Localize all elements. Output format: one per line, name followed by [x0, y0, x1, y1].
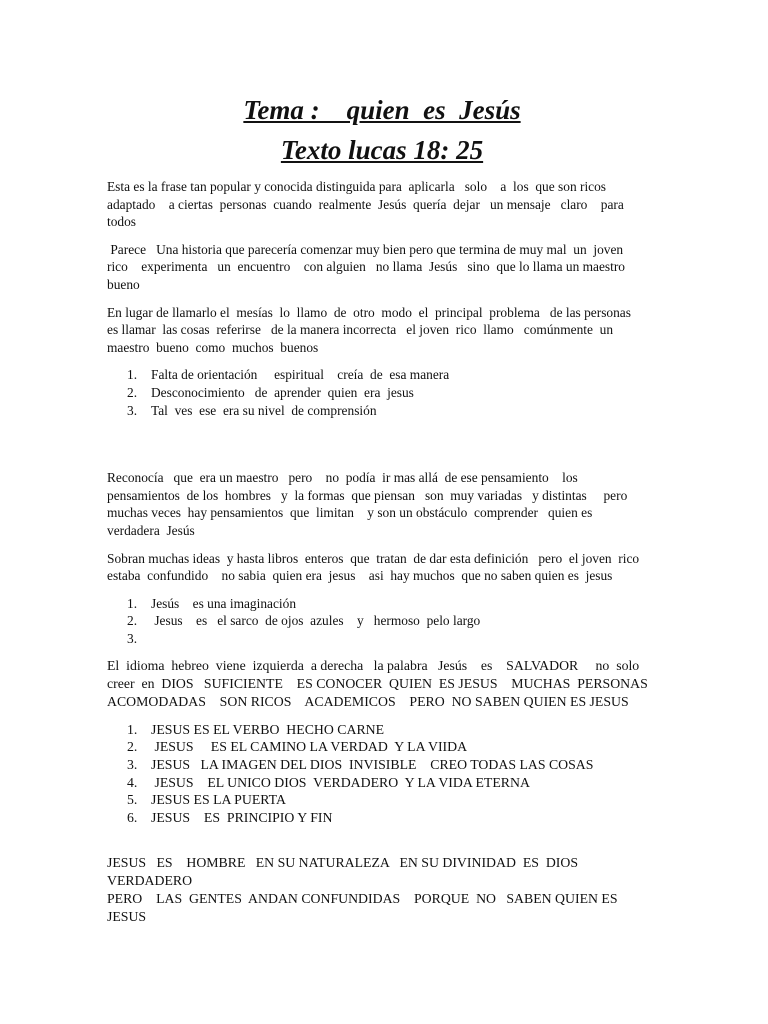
list-jesus-es [107, 721, 657, 827]
paragraph-conclusion: JESUS ES HOMBRE EN SU NATURALEZA EN SU DIVINIDAD ES DIOS VERDADERO PERO LAS GENTES ANDAN CONFUNDIDAS PORQUE NO SABEN QUIEN ES JESUS [107, 855, 618, 924]
paragraph-problema: En lugar de llamarlo el mesías lo llamo de otro modo el principal problema de las personas es llamar las cosas referirse de la manera incorrecta el joven rico llamo comúnmente un maestro bueno como muchos buenos [107, 304, 631, 355]
list-item: 4. JESUS EL UNICO DIOS VERDADERO Y LA VIDA ETERNA [127, 774, 530, 790]
list-causas [107, 366, 657, 419]
list-item: 2. JESUS ES EL CAMINO LA VERDAD Y LA VIIDA [127, 739, 468, 755]
list-item: 3. Tal ves ese era su nivel de comprensión [127, 402, 377, 418]
list-item: 1. Jesús es una imaginación [127, 595, 297, 611]
list-item: 5. JESUS ES LA PUERTA [127, 792, 286, 808]
list-item: 3. JESUS LA IMAGEN DEL DIOS INVISIBLE CREO TODAS LAS COSAS [127, 757, 594, 773]
paragraph-hebreo: El idioma hebreo viene izquierda a derecha la palabra Jesús es SALVADOR no solo creer en DIOS SUFICIENTE ES CONOCER QUIEN ES JESUS MUCHAS PERSONAS ACOMODADAS SON RICOS ACADEMICOS PERO NO SABEN QUIEN ES JESUS [107, 658, 648, 710]
title-texto: Texto lucas 18: 25 [280, 135, 484, 165]
list-item: 1. Falta de orientación espiritual creía de esa manera [127, 367, 450, 383]
document-body [107, 92, 657, 936]
list-ideas [107, 595, 657, 648]
list-item: 6. JESUS ES PRINCIPIO Y FIN [127, 809, 333, 825]
paragraph-sobran: Sobran muchas ideas y hasta libros enteros que tratan de dar esta definición pero el joven rico estaba confundido no sabia quien era jesus asi hay muchos que no saben quien es jesus [107, 550, 640, 584]
list-item: 2. Desconocimiento de aprender quien era jesus [127, 384, 414, 400]
list-item: 2. Jesus es el sarco de ojos azules y hermoso pelo largo [127, 613, 481, 629]
paragraph-reconocia: Reconocía que era un maestro pero no podía ir mas allá de ese pensamiento los pensamientos de los hombres y la formas que piensan son muy variadas y distintas pero muchas veces hay pensamientos que limitan y son un obstáculo comprender quien es verdadera Jesús [107, 470, 628, 538]
title-tema: Tema : quien es Jesús [243, 95, 521, 125]
list-item: 1. JESUS ES EL VERBO HECHO CARNE [127, 721, 385, 737]
paragraph-historia: Parece Una historia que parecería comenzar muy bien pero que termina de muy mal un joven rico experimenta un encuentro con alguien no llama Jesús sino que lo llama un maestro bueno [107, 241, 626, 292]
list-item: 3. [127, 630, 138, 646]
paragraph-intro: Esta es la frase tan popular y conocida distinguida para aplicarla solo a los que son ricos adaptado a ciertas personas cuando realmente Jesús quería dejar un mensaje claro para todos [107, 179, 624, 230]
